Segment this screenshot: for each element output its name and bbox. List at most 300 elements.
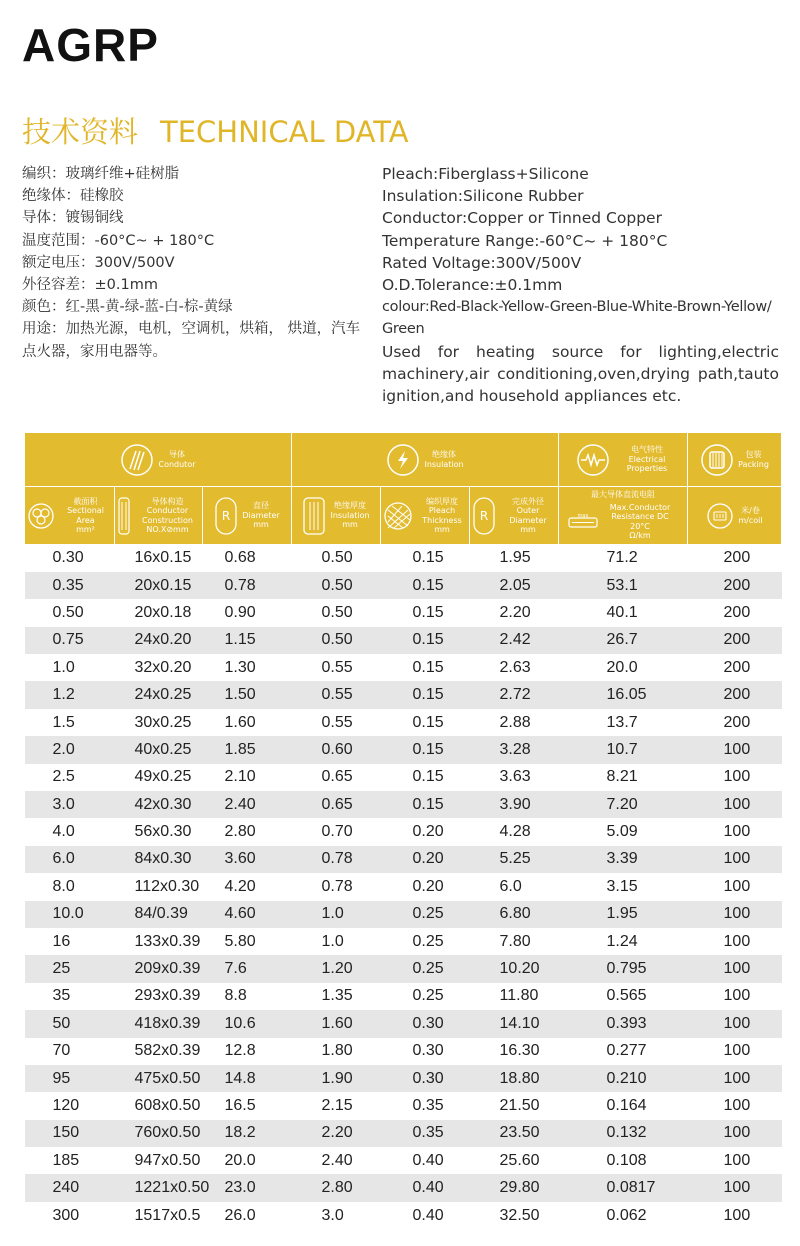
table-cell: 100 [688,1038,782,1065]
table-cell: 0.20 [381,846,470,873]
table-cell: 100 [688,791,782,818]
table-row [25,873,782,900]
specs-en [382,163,779,407]
col-pleach-cn: 编织厚度 [426,496,459,506]
col-insulation-unit: mm [342,520,358,530]
col-header-sectional-area [25,487,115,545]
table-row [25,928,782,955]
table-row [25,955,782,982]
col-outer-unit: mm [520,525,536,534]
section-title-cn: 技术资料 [22,115,139,149]
col-resistance-unit: Ω/km [629,531,651,541]
table-cell: 100 [688,1092,782,1119]
table-cell: 0.50 [292,627,381,654]
table-cell: 84/0.39 [115,901,203,928]
spec-en-usage: Used for heating source for lighting,electric machinery,air conditioning,oven,drying path,tauto ignition,and household appliances etc. [382,342,779,406]
table-cell: 2.5 [25,764,115,791]
table-cell: 0.393 [559,1010,688,1037]
table-cell: 0.25 [381,955,470,982]
group-packing-en: Packing [738,459,769,469]
table-cell: 24x0.20 [115,627,203,654]
table-cell: 2.63 [470,654,559,681]
table-cell: 53.1 [559,572,688,599]
table-row [25,1202,782,1229]
table-row [25,1174,782,1201]
table-cell: 0.15 [381,572,470,599]
table-cell: 0.55 [292,654,381,681]
table-cell: 18.2 [203,1120,292,1147]
table-cell: 0.30 [381,1038,470,1065]
col-header-insulation [292,487,381,545]
table-row [25,627,782,654]
table-cell: 1.0 [25,654,115,681]
table-cell: 418x0.39 [115,1010,203,1037]
table-cell: 0.15 [381,791,470,818]
table-cell: 0.35 [381,1092,470,1119]
table-cell: 49x0.25 [115,764,203,791]
table-row [25,1120,782,1147]
table-cell: 3.28 [470,736,559,763]
col-diameter-unit: mm [253,520,269,530]
table-cell: 35 [25,983,115,1010]
table-cell: 200 [688,681,782,708]
table-cell: 0.15 [381,681,470,708]
group-conductor-cn: 导体 [169,450,185,459]
table-cell: 120 [25,1092,115,1119]
table-cell: 0.78 [292,873,381,900]
table-cell: 16x0.15 [115,545,203,572]
spec-cn-colour: 颜色：红-黑-黄-绿-蓝-白-棕-黄绿 [22,299,233,316]
table-cell: 0.35 [381,1120,470,1147]
table-cell: 1.5 [25,709,115,736]
table-cell: 0.68 [203,545,292,572]
table-cell: 84x0.30 [115,846,203,873]
table-cell: 1221x0.50 [115,1174,203,1201]
table-cell: 100 [688,1010,782,1037]
table-row [25,983,782,1010]
col-insulation-cn: 绝缘厚度 [334,501,367,511]
table-cell: 0.35 [25,572,115,599]
table-cell: 2.15 [292,1092,381,1119]
table-cell: 0.565 [559,983,688,1010]
table-cell: 8.0 [25,873,115,900]
table-cell: 3.63 [470,764,559,791]
table-cell: 0.25 [381,983,470,1010]
col-header-resistance [559,487,688,545]
table-cell: 0.15 [381,599,470,626]
table-cell: 5.09 [559,818,688,845]
table-cell: 0.20 [381,873,470,900]
col-outer-en: Outer Diameter [509,506,547,525]
col-area-cn: 截面积 [73,496,98,506]
table-cell: 25 [25,955,115,982]
table-cell: 293x0.39 [115,983,203,1010]
table-cell: 23.50 [470,1120,559,1147]
table-row [25,1147,782,1174]
col-diameter-en: Diameter [242,510,280,520]
table-cell: 200 [688,572,782,599]
table-cell: 14.8 [203,1065,292,1092]
table-body [25,545,782,1230]
table-cell: 100 [688,1202,782,1229]
spec-en-insulation: Insulation:Silicone Rubber [382,187,584,206]
col-header-pleach [381,487,470,545]
table-cell: 0.210 [559,1065,688,1092]
table-cell: 25.60 [470,1147,559,1174]
table-cell: 1.60 [292,1010,381,1037]
table-cell: 2.0 [25,736,115,763]
table-cell: 2.40 [292,1147,381,1174]
col-area-en: Sectional Area [67,506,104,525]
table-cell: 2.20 [470,599,559,626]
table-cell: 16.5 [203,1092,292,1119]
table-cell: 95 [25,1065,115,1092]
table-cell: 16 [25,928,115,955]
group-header-packing [688,433,782,487]
specs-cn [22,163,372,363]
table-cell: 100 [688,818,782,845]
col-header-packing [688,487,782,545]
table-cell: 21.50 [470,1092,559,1119]
table-cell: 71.2 [559,545,688,572]
spec-en-pleach: Pleach:Fiberglass+Silicone [382,165,589,183]
diameter-r-icon [214,496,238,536]
table-cell: 0.50 [25,599,115,626]
table-cell: 56x0.30 [115,818,203,845]
table-cell: 0.50 [292,572,381,599]
table-cell: 8.8 [203,983,292,1010]
table-cell: 32x0.20 [115,654,203,681]
table-cell: 2.80 [203,818,292,845]
table-cell: 11.80 [470,983,559,1010]
table-cell: 0.40 [381,1202,470,1229]
table-cell: 4.0 [25,818,115,845]
spec-cn-temperature: 温度范围：-60°C~ + 180°C [22,232,215,249]
col-pleach-en: Pleach Thickness [422,506,462,525]
table-cell: 0.40 [381,1174,470,1201]
table-cell: 1.2 [25,681,115,708]
table-cell: 3.60 [203,846,292,873]
table-cell: 200 [688,627,782,654]
spec-cn-tolerance: 外径容差：±0.1mm [22,277,158,294]
spec-en-conductor: Conductor:Copper or Tinned Copper [382,209,662,228]
max-resistance-icon [568,512,598,532]
table-cell: 0.30 [381,1010,470,1037]
table-cell: 0.277 [559,1038,688,1065]
table-cell: 32.50 [470,1202,559,1229]
col-pleach-unit: mm [434,525,450,534]
table-cell: 133x0.39 [115,928,203,955]
cross-section-icon [27,502,55,530]
table-cell: 24x0.25 [115,681,203,708]
spec-en-temperature: Temperature Range:-60°C~ + 180°C [382,231,668,250]
table-cell: 0.75 [25,627,115,654]
table-cell: 1.80 [292,1038,381,1065]
table-cell: 40.1 [559,599,688,626]
table-cell: 1.50 [203,681,292,708]
table-cell: 0.15 [381,736,470,763]
group-header-electrical [559,433,688,487]
table-cell: 12.8 [203,1038,292,1065]
spec-cn-voltage: 额定电压：300V/500V [22,254,175,271]
group-insulation-cn: 绝缘体 [432,450,457,459]
table-cell: 0.164 [559,1092,688,1119]
table-cell: 16.30 [470,1038,559,1065]
col-outer-cn: 完成外径 [512,496,545,506]
table-cell: 16.05 [559,681,688,708]
table-row [25,1010,782,1037]
col-resistance-en: Max.Conductor Resistance DC 20°C [609,502,671,531]
section-title-en: TECHNICAL DATA [160,115,409,149]
table-cell: 0.795 [559,955,688,982]
table-cell: 0.15 [381,654,470,681]
spec-cn-conductor: 导体：镀锡铜线 [22,210,124,227]
table-cell: 1517x0.5 [115,1202,203,1229]
table-cell: 2.20 [292,1120,381,1147]
table-cell: 300 [25,1202,115,1229]
group-insulation-en: Insulation [424,459,464,469]
table-cell: 8.21 [559,764,688,791]
spec-cn-pleach: 编织：玻璃纤维+硅树脂 [22,166,180,182]
spec-en-voltage: Rated Voltage:300V/500V [382,253,582,272]
group-electrical-en: Electrical Properties [626,454,668,474]
col-header-construction [115,487,203,545]
table-cell: 582x0.39 [115,1038,203,1065]
table-cell: 3.0 [25,791,115,818]
table-cell: 100 [688,928,782,955]
table-row [25,764,782,791]
table-row [25,654,782,681]
table-cell: 10.7 [559,736,688,763]
table-cell: 0.50 [292,545,381,572]
table-row [25,736,782,763]
table-cell: 10.0 [25,901,115,928]
table-cell: 4.60 [203,901,292,928]
col-diameter-cn: 直径 [253,501,269,511]
table-cell: 0.40 [381,1147,470,1174]
table-cell: 0.60 [292,736,381,763]
table-cell: 0.78 [203,572,292,599]
table-cell: 18.80 [470,1065,559,1092]
strand-construction-icon [117,496,131,536]
table-cell: 475x0.50 [115,1065,203,1092]
table-cell: 0.25 [381,928,470,955]
table-cell: 3.39 [559,846,688,873]
table-cell: 70 [25,1038,115,1065]
wire-strands-icon [120,443,154,477]
col-packing-cn: 米/卷 [741,506,760,515]
table-row [25,1065,782,1092]
table-cell: 1.35 [292,983,381,1010]
table-cell: 30x0.25 [115,709,203,736]
table-cell: 0.65 [292,791,381,818]
table-cell: 0.50 [292,599,381,626]
table-cell: 10.6 [203,1010,292,1037]
table-row [25,545,782,572]
table-cell: 0.15 [381,627,470,654]
table-cell: 3.0 [292,1202,381,1229]
table-cell: 100 [688,1065,782,1092]
table-row [25,791,782,818]
spool-icon [700,443,734,477]
table-cell: 6.80 [470,901,559,928]
table-row [25,1038,782,1065]
table-cell: 1.20 [292,955,381,982]
outer-diameter-icon [472,496,496,536]
table-cell: 200 [688,709,782,736]
group-packing-cn: 包装 [745,450,762,459]
table-cell: 0.90 [203,599,292,626]
col-resistance-cn: 最大导体直流电阻 [591,490,656,500]
table-row [25,1092,782,1119]
table-cell: 29.80 [470,1174,559,1201]
table-cell: 608x0.50 [115,1092,203,1119]
svg-text:R: R [479,508,489,523]
table-cell: 0.15 [381,545,470,572]
technical-data-table [24,432,782,1229]
group-header-insulation [292,433,559,487]
group-electrical-cn: 电气特性 [631,445,664,455]
table-cell: 1.30 [203,654,292,681]
table-cell: 0.30 [381,1065,470,1092]
col-construction-cn: 导体构造 [151,496,184,506]
table-row [25,846,782,873]
table-cell: 100 [688,1147,782,1174]
table-cell: 240 [25,1174,115,1201]
table-cell: 100 [688,983,782,1010]
table-cell: 4.28 [470,818,559,845]
table-cell: 0.20 [381,818,470,845]
group-conductor-en: Condutor [158,459,196,469]
table-cell: 1.24 [559,928,688,955]
table-cell: 26.0 [203,1202,292,1229]
table-cell: 1.85 [203,736,292,763]
table-cell: 5.80 [203,928,292,955]
table-cell: 2.40 [203,791,292,818]
table-row [25,572,782,599]
table-cell: 100 [688,955,782,982]
table-row [25,901,782,928]
table-cell: 2.42 [470,627,559,654]
table-cell: 0.70 [292,818,381,845]
brand-title: AGRP [22,19,159,71]
table-cell: 40x0.25 [115,736,203,763]
col-construction-unit: NO.X⊘mm [146,525,189,534]
spec-cn-insulation: 绝缘体：硅橡胶 [22,188,124,205]
table-cell: 185 [25,1147,115,1174]
table-cell: 2.72 [470,681,559,708]
table-cell: 100 [688,1174,782,1201]
table-cell: 0.062 [559,1202,688,1229]
table-cell: 0.55 [292,681,381,708]
table-cell: 100 [688,873,782,900]
table-cell: 1.90 [292,1065,381,1092]
table-cell: 2.10 [203,764,292,791]
table-cell: 4.20 [203,873,292,900]
spec-en-tolerance: O.D.Tolerance:±0.1mm [382,276,563,295]
resistor-icon [576,443,610,477]
table-cell: 20.0 [559,654,688,681]
table-cell: 7.80 [470,928,559,955]
table-cell: 2.05 [470,572,559,599]
table-row [25,709,782,736]
table-cell: 100 [688,1120,782,1147]
table-cell: 0.65 [292,764,381,791]
table-cell: 100 [688,736,782,763]
table-cell: 200 [688,599,782,626]
table-cell: 10.20 [470,955,559,982]
table-cell: 3.90 [470,791,559,818]
table-cell: 100 [688,901,782,928]
table-cell: 1.15 [203,627,292,654]
table-cell: 13.7 [559,709,688,736]
svg-text:R: R [222,508,231,523]
table-cell: 112x0.30 [115,873,203,900]
col-insulation-en: Insulation [330,510,370,520]
table-cell: 0.30 [25,545,115,572]
col-area-unit: mm² [76,525,95,534]
table-cell: 6.0 [25,846,115,873]
table-cell: 947x0.50 [115,1147,203,1174]
table-cell: 1.0 [292,901,381,928]
table-cell: 0.78 [292,846,381,873]
coil-length-icon [706,502,734,530]
spec-cn-usage: 用途：加热光源，电机，空调机，烘箱， 烘道，汽车点火器，家用电器等。 [22,321,361,360]
table-row [25,681,782,708]
table-cell: 26.7 [559,627,688,654]
table-cell: 20x0.15 [115,572,203,599]
table-cell: 23.0 [203,1174,292,1201]
table-cell: 0.15 [381,764,470,791]
max-badge-text: max [577,512,589,519]
table-cell: 6.0 [470,873,559,900]
table-cell: 0.15 [381,709,470,736]
table-cell: 1.95 [470,545,559,572]
col-header-outer-diameter [470,487,559,545]
table-cell: 760x0.50 [115,1120,203,1147]
table-cell: 7.6 [203,955,292,982]
table-cell: 7.20 [559,791,688,818]
table-cell: 2.80 [292,1174,381,1201]
col-header-diameter [203,487,292,545]
spec-en-colour: colour:Red-Black-Yellow-Green-Blue-White-Brown-Yellow/ Green [382,299,772,338]
table-cell: 14.10 [470,1010,559,1037]
table-cell: 3.15 [559,873,688,900]
table-cell: 2.88 [470,709,559,736]
table-cell: 200 [688,654,782,681]
table-cell: 42x0.30 [115,791,203,818]
table-cell: 5.25 [470,846,559,873]
table-cell: 200 [688,545,782,572]
table-row [25,818,782,845]
table-cell: 20x0.18 [115,599,203,626]
insulation-layer-icon [302,496,326,536]
table-cell: 0.0817 [559,1174,688,1201]
table-cell: 0.25 [381,901,470,928]
col-construction-en: Conductor Construction [142,506,193,525]
table-cell: 1.0 [292,928,381,955]
table-cell: 50 [25,1010,115,1037]
table-cell: 100 [688,846,782,873]
table-cell: 150 [25,1120,115,1147]
col-packing-en: m/coil [738,515,763,525]
lightning-shield-icon [386,443,420,477]
table-cell: 0.108 [559,1147,688,1174]
table-cell: 209x0.39 [115,955,203,982]
group-header-conductor [25,433,292,487]
table-cell: 20.0 [203,1147,292,1174]
table-cell: 1.60 [203,709,292,736]
